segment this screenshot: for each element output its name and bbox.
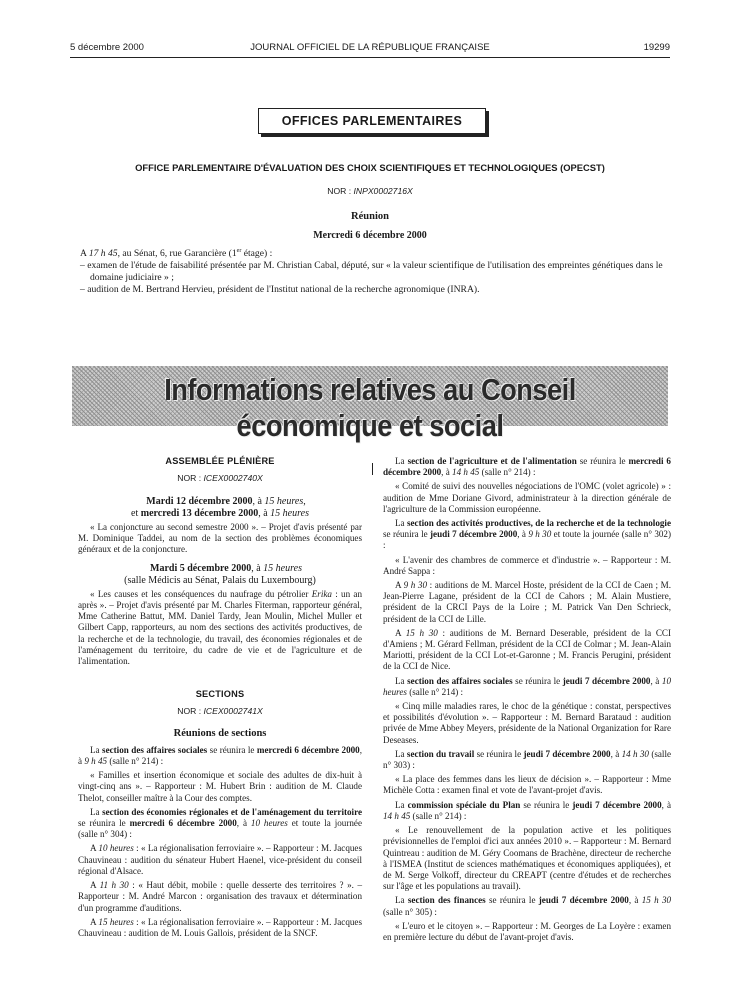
assemblee-nor: NOR : ICEX0002740X bbox=[177, 473, 263, 484]
banner-title: Informations relatives au Conseil économique et social bbox=[164, 372, 576, 443]
plenary-date-2: Mardi 5 décembre 2000, à 15 heures (salle Médicis au Sénat, Palais du Luxembourg) bbox=[124, 563, 316, 586]
sections-heading: SECTIONS bbox=[195, 689, 245, 700]
section-meeting: La section des finances se réunira le jeudi 7 décembre 2000, à 15 h 30 (salle n° 305) : bbox=[383, 895, 672, 917]
section-meeting: La section des économies régionales et de l'aménagement du territoire se réunira le mercredi 6 décembre 2000, à 10 heures et toute la journée (salle n° 304) : bbox=[78, 806, 363, 840]
conseil-economique-banner bbox=[72, 366, 668, 443]
section-paragraph: « L'avenir des chambres de commerce et d'industrie ». – Rapporteur : M. André Sappa : bbox=[383, 554, 671, 576]
section-paragraph: A 10 heures : « La régionalisation ferroviaire ». – Rapporteur : M. Jacques Chauvineau : audition du sénateur Hubert Haenel, vice-président du conseil régional d'Alsace. bbox=[78, 843, 362, 876]
meeting-agenda bbox=[80, 245, 668, 296]
section-paragraph: « L'euro et le citoyen ». – Rapporteur : M. Georges de La Loyère : examen en première lecture du début de l'avant-projet d'avis. bbox=[383, 920, 671, 942]
section-meeting: La section des affaires sociales se réunira le jeudi 7 décembre 2000, à 10 heures (salle n° 214) : bbox=[383, 675, 671, 697]
assemblee-heading: ASSEMBLÉE PLÉNIÈRE bbox=[165, 456, 275, 466]
section-meeting: La section des affaires sociales se réunira le mercredi 6 décembre 2000, à 9 h 45 (salle n° 214) : bbox=[78, 744, 362, 767]
header-journal-title: JOURNAL OFFICIEL DE LA RÉPUBLIQUE FRANÇAISE bbox=[250, 42, 490, 53]
section-paragraph: « Familles et insertion économique et sociale des adultes de dix-huit à vingt-cinq ans ». – Rapporteur : M. Hubert Brin : audition de M. Claude Thelot, conseiller maître à la Cour des comptes. bbox=[78, 770, 362, 803]
section-box-title: OFFICES PARLEMENTAIRES bbox=[258, 108, 486, 134]
section-paragraph: A 11 h 30 : « Haut débit, mobile : quelle desserte des territoires ? ». – Rapporteur : M. André Marcon : organisation des travaux et détermination d'un programme d'auditions. bbox=[78, 880, 363, 913]
office-nor bbox=[70, 186, 670, 196]
left-column bbox=[78, 456, 362, 942]
section-meeting: La section de l'agriculture et de l'alimentation se réunira le mercredi 6 décembre 2000, à 14 h 45 (salle n° 214) : bbox=[383, 456, 671, 478]
agenda-item: – examen de l'étude de faisabilité présentée par M. Christian Cabal, député, sur « la valeur scientifique de l'utilisation des empreintes génétiques dans le domaine judiciaire » ; bbox=[80, 260, 663, 284]
header-date: 5 décembre 2000 bbox=[70, 42, 144, 53]
section-paragraph: « Cinq mille maladies rares, le choc de la génétique : constat, perspectives et possibilités d'évolution ». – Rapporteur : M. Bernard Barataud : audition privée de Mme Abbey Meyers, présidente de la National Organization for Rare Deseases. bbox=[383, 701, 671, 745]
reunions-heading: Réunions de sections bbox=[173, 727, 267, 739]
nor-code: INPX0002716X bbox=[353, 186, 413, 196]
meeting-date: Mercredi 6 décembre 2000 bbox=[313, 230, 427, 241]
section-paragraph: « Comité de suivi des nouvelles négociations de l'OMC (volet agricole) » : audition de Mme Doriane Givord, administrateur à la direction générale de l'agriculture de la Commission européenne. bbox=[383, 481, 671, 514]
nor-label: NOR : bbox=[327, 186, 354, 196]
right-column bbox=[383, 456, 671, 946]
plenary-date-1: Mardi 12 décembre 2000, à 15 heures, et mercredi 13 décembre 2000, à 15 heures bbox=[131, 496, 309, 519]
section-meeting: La commission spéciale du Plan se réunira le jeudi 7 décembre 2000, à 14 h 45 (salle n° 214) : bbox=[383, 799, 672, 821]
sections-nor: NOR : ICEX0002741X bbox=[177, 706, 263, 717]
section-paragraph: A 15 h 30 : auditions de M. Bernard Deserable, président de la CCI d'Amiens ; M. Gérard Fellman, président de la CCI de Colmar ; M. Jean-Alain Mariotti, président de la CCI Lot-et-Garonne ; M. Francis Perugini, président de la CCI de Nice. bbox=[383, 627, 671, 672]
plenary-paragraph: « La conjoncture au second semestre 2000 ». – Projet d'avis présenté par M. Dominique Taddei, au nom de la section des problèmes économiques généraux et de la conjoncture. bbox=[78, 521, 362, 555]
section-meeting: La section des activités productives, de la recherche et de la technologie se réunira le jeudi 7 décembre 2000, à 9 h 30 et toute la journée (salle n° 302) : bbox=[383, 518, 672, 551]
plenary-paragraph: « Les causes et les conséquences du naufrage du pétrolier Erika : un an après ». – Projet d'avis présenté par M. Charles Fiterman, rapporteur général, Mme Catherine Battut, MM. Daniel Tardy, Jean Moulin, Michel Muller et Gilbert Capp, rapporteurs, au nom des sections des activités productives, de la recherche et de la technologie, du travail, des économies régionales et de l'aménagement du territoire, du cadre de vie et de l'agriculture et de l'alimentation. bbox=[78, 588, 362, 667]
section-paragraph: « La place des femmes dans les lieux de décision ». – Rapporteur : Mme Michèle Cotta : examen final et vote de l'avant-projet d'avis. bbox=[383, 774, 671, 796]
agenda-item: – audition de M. Bertrand Hervieu, président de l'Institut national de la recherche agronomique (INRA). bbox=[80, 284, 480, 296]
section-paragraph: A 15 heures : « La régionalisation ferroviaire ». – Rapporteur : M. Jacques Chauvineau : audition de M. Louis Gallois, président de la SNCF. bbox=[78, 916, 362, 938]
section-meeting: La section du travail se réunira le jeudi 7 décembre 2000, à 14 h 30 (salle n° 303) : bbox=[383, 748, 672, 771]
section-paragraph: A 9 h 30 : auditions de M. Marcel Hoste, président de la CCI de Caen ; M. Jean-Pierre Lagane, président de la CCI de Cahors ; M. Alain Mustiere, président de la CRCI Pays de la Loire ; M. Patrick Van Den Schrieck, président de la CCI de Lille. bbox=[383, 580, 672, 624]
agenda-intro: A 17 h 45, au Sénat, 6, rue Garancière (1er étage) : bbox=[80, 248, 273, 260]
column-separator bbox=[372, 463, 373, 475]
running-header bbox=[70, 42, 670, 56]
section-paragraph: « Le renouvellement de la population active et les politiques prévisionnelles de l'emploi d'ici aux années 2010 ». – Rapporteur : M. Bernard Quintreau : audition de M. Géry Coomans de Brachène, directeur de recherche à l'ISMEA (Institut de sciences mathématiques et économiques appliquées), et de M. Serge Volkoff, directeur du CREAPT (centre d'études et de recherches sur l'âge et les populations au travail). bbox=[383, 825, 671, 892]
header-rule bbox=[70, 57, 670, 58]
meeting-title: Réunion bbox=[351, 211, 389, 222]
office-title: OFFICE PARLEMENTAIRE D'ÉVALUATION DES CHOIX SCIENTIFIQUES ET TECHNOLOGIQUES (OPECST) bbox=[135, 162, 605, 173]
header-page-number: 19299 bbox=[643, 42, 670, 53]
